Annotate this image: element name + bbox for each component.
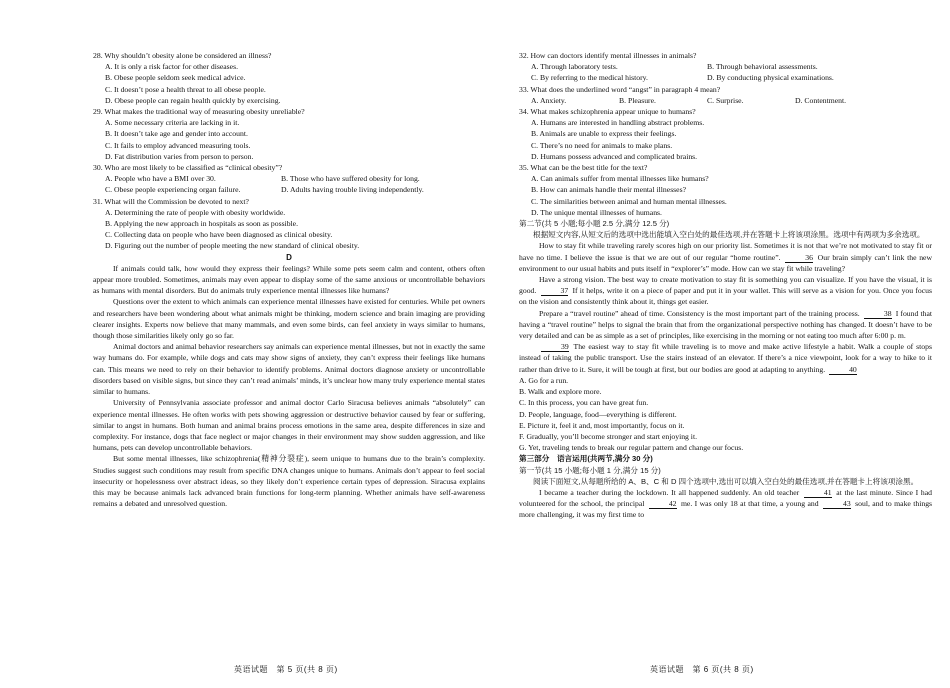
paragraph [519,240,932,274]
part-3-section-1-title: 第一节(共 15 小题;每小题 1 分,满分 15 分) [519,465,661,475]
question-stem: 32. How can doctors identify mental illnesses in animals? [519,51,697,60]
text: If it helps, write it on a piece of paper and put it in your wallet. This will serve as a vision for you. Once you focus on the vision and consistently think about it, things get easier. [519,286,932,307]
option-b: B. Pleasure. [619,95,656,105]
option-b: B. Through behavioral assessments. [707,62,818,72]
text: at the last minute. Since I had volunteered for the school, the principal [519,487,932,509]
question-35 [519,162,932,218]
blank-38: 38 [864,309,892,319]
blank-43: 43 [823,499,851,509]
paragraph: Animal doctors and animal behavior researchers say animals can experience mental illnesses, but not in exactly the same way humans do. For example, while dogs and cats may show signs of anxiety, they can’t express their feelings like humans can. This means we need to rely on their behavior to identify problems. Animal doctors diagnose anxiety or uncontrollable disorders based on visible signs, but since they can’t read animals’ minds, it’s unclear how many truly experience mental states similar to humans. [93,342,485,397]
question-32 [519,50,932,84]
option-b: B. It doesn’t take age and gender into account. [105,129,248,139]
text: me. I was only 18 at that time, a young and [680,499,819,509]
option-d: D. Contentment. [795,95,847,105]
paragraph: If animals could talk, how would they express their feelings? While some pets seem calm and content, others often appear more troubled. Sometimes, animals may even appear to display some of the same anxious or uncontrollable behaviors as humans with mental disorders. But do animals truly experience mental illnesses like humans? [93,263,485,296]
option-c: C. Collecting data on people who have been diagnosed as clinical obesity. [105,230,333,240]
question-stem: 35. What can be the best title for the text? [519,163,648,173]
option-a: A. Can animals suffer from mental illnesses like humans? [531,174,709,184]
option-a: A. People who have a BMI over 30. [105,174,216,184]
text: soul, and to make things more challenging, it was my first time to [519,499,933,520]
option-row [531,95,932,106]
question-stem: 34. What makes schizophrenia appear unique to humans? [519,107,696,117]
paragraph [519,487,932,521]
question-29 [93,106,485,162]
option-row [531,61,932,72]
option-b: B. Those who have suffered obesity for long. [281,174,420,184]
option-row [105,173,485,184]
blank-36: 36 [785,253,813,263]
option-d: D. People, language, food—everything is different. [519,409,677,419]
option-d: D. Figuring out the number of people meeting the new standard of clinical obesity. [105,241,360,251]
paragraph [519,308,932,342]
text: The easiest way to stay fit while traveling is to move and make active lifestyle a habit. Walk a couple of stops instead of taking the public transport. Use the stairs instead of an elevator. If there’s a nice viewpoint, look for a way to hike to it rather than drive to it. Sure, it will be tough at first, but our bodies are good at adapting to anything. [519,342,932,374]
option-a: A. Humans are interested in handling abstract problems. [531,118,705,128]
option-c: C. It fails to employ advanced measuring tools. [105,140,251,150]
left-page [93,50,485,509]
question-33 [519,84,932,106]
option-row [105,184,485,195]
option-d: D. Fat distribution varies from person to person. [105,151,254,161]
blank-41: 41 [804,488,832,498]
option-b: B. Walk and explore more. [519,387,602,397]
question-stem: 33. What does the underlined word “angst” in paragraph 4 mean? [519,84,721,94]
paragraph: Questions over the extent to which animals can experience mental illnesses have existed for centuries. While pet owners and researchers have been wondering about what animals might be thinking, modern science and brain imaging are providing clearer insights. Experts now believe that many mammals, and even some birds, can feel anxiety in ways similar to humans, though those similarities likely only go so far. [93,297,485,341]
question-stem: 30. Who are most likely to be classified as “clinical obesity”? [93,163,283,173]
blank-40: 40 [829,365,857,375]
blank-37: 37 [541,286,569,296]
option-a: A. Go for a run. [519,375,569,385]
option-a: A. Determining the rate of people with obesity worldwide. [105,207,286,217]
text: Have a strong vision. The best way to create motivation to stay fit is something you can visualize. If you have the visual, it is good. [519,275,932,296]
text: How to stay fit while traveling rarely scores high on our priority list. Sometimes it is not that we’re not motivated to stay fit or have no time. I believe the issue is that we are out of our regular “home routine”. [519,241,932,262]
page-footer-right: 英语试题 第 6 页(共 8 页) [650,665,754,674]
option-d: D. Humans possess advanced and complicated brains. [531,151,698,161]
section-2-instructions: 根据短文内容,从短文后的选项中选出能填入空白处的最佳选项,并在答题卡上将该项涂黑。选项中有两项为多余选项。 [533,230,925,240]
paragraph [519,274,932,308]
part-3-instructions: 阅读下面短文,从每题所给的 A、B、C 和 D 四个选项中,选出可以填入空白处的最佳选项,并在答题卡上将该项涂黑。 [533,476,919,486]
blank-42: 42 [649,499,677,509]
option-f: F. Gradually, you’ll become stronger and start enjoying it. [519,431,698,441]
option-b: B. Animals are unable to express their feelings. [531,129,677,139]
cloze-options [519,375,932,453]
question-30 [93,162,485,196]
option-d: D. The unique mental illnesses of humans. [531,207,662,217]
option-row [531,72,932,83]
text: I became a teacher during the lockdown. It all happened suddenly. An old teacher [539,487,800,497]
paragraph [519,341,932,375]
option-a: A. Anxiety. [531,95,567,105]
option-a: A. Through laboratory tests. [531,62,618,72]
question-34 [519,106,932,162]
question-28 [93,50,485,106]
question-stem: 28. Why shouldn’t obesity alone be considered an illness? [93,51,272,60]
paragraph: University of Pennsylvania associate professor and animal doctor Carlo Siracusa believes animals “absolutely” can experience mental illnesses. He often works with pets showing aggression or destructive behavior caused by fear or suffering, similar to angst in humans. Both human and animal brains process emotions in the same area, despite differences in size and complexity. For instance, dogs that face neglect or major changes in their environment may show sudden aggression, and like humans, pets can develop uncontrollable behaviors. [93,398,485,453]
question-31 [93,196,485,252]
text: Prepare a “travel routine” ahead of time. Consistency is the most important part of the training process. [539,308,860,318]
paragraph: But some mental illnesses, like schizophrenia(精神分裂症), seem unique to humans due to the brain’s complexity. Studies suggest such conditions may result from specific DNA changes unique to humans. Animals don’t appear to feel social insecurity or hopelessness over abstract ideas, so they likely don’t experience certain types of depression. Siracusa explains this may be because animals lack advanced brain functions for long-term planning. Whether animals have self-awareness remains a debated and unresolved question. [93,454,485,509]
passage-d [93,263,485,509]
option-b: B. Obese people seldom seek medical advice. [105,73,246,83]
question-stem: 29. What makes the traditional way of measuring obesity unreliable? [93,107,305,117]
option-c: C. By referring to the medical history. [531,73,648,83]
text: I found that having a “travel routine” helps to signal the brain that from the organizational perspective nothing has changed. It doesn’t have to be very detailed and can be as simple as a set of principles, like exercising in the morning or not eating too much after 6:00 p. m. [519,308,932,341]
option-b: B. How can animals handle their mental illnesses? [531,185,686,195]
option-g: G. Yet, traveling tends to break our regular pattern and change our focus. [519,443,744,453]
option-c: C. Obese people experiencing organ failure. [105,185,241,195]
option-c: C. It doesn’t pose a health threat to all obese people. [105,84,266,94]
option-e: E. Picture it, feel it and, most importantly, focus on it. [519,420,685,430]
section-2-title: 第二节(共 5 小题;每小题 2.5 分,满分 12.5 分) [519,219,670,229]
option-b: B. Applying the new approach in hospitals as soon as possible. [105,219,299,229]
option-c: C. There’s no need for animals to make plans. [531,140,673,150]
text: Our brain simply can’t link the new environment to our usual habits and puts itself in “explorer’s” mode. How can we stay fit while traveling? [519,252,933,273]
option-d: D. Adults having trouble living independently. [281,185,424,195]
blank-39: 39 [541,342,569,352]
passage-label: D [286,252,292,262]
option-c: C. The similarities between animal and human mental illnesses. [531,196,727,206]
right-page [519,50,932,521]
option-c: C. Surprise. [707,95,744,105]
cloze-passage [519,240,932,374]
option-c: C. In this process, you can have great fun. [519,398,649,408]
option-a: A. It is only a risk factor for other diseases. [105,62,238,72]
option-d: D. Obese people can regain health quickly by exercising. [105,95,281,105]
question-stem: 31. What will the Commission be devoted to next? [93,196,249,206]
page-footer-left: 英语试题 第 5 页(共 8 页) [234,665,338,674]
option-a: A. Some necessary criteria are lacking in it. [105,118,240,128]
option-d: D. By conducting physical examinations. [707,73,834,83]
part-3-title: 第三部分 语言运用(共两节,满分 30 分) [519,454,653,464]
